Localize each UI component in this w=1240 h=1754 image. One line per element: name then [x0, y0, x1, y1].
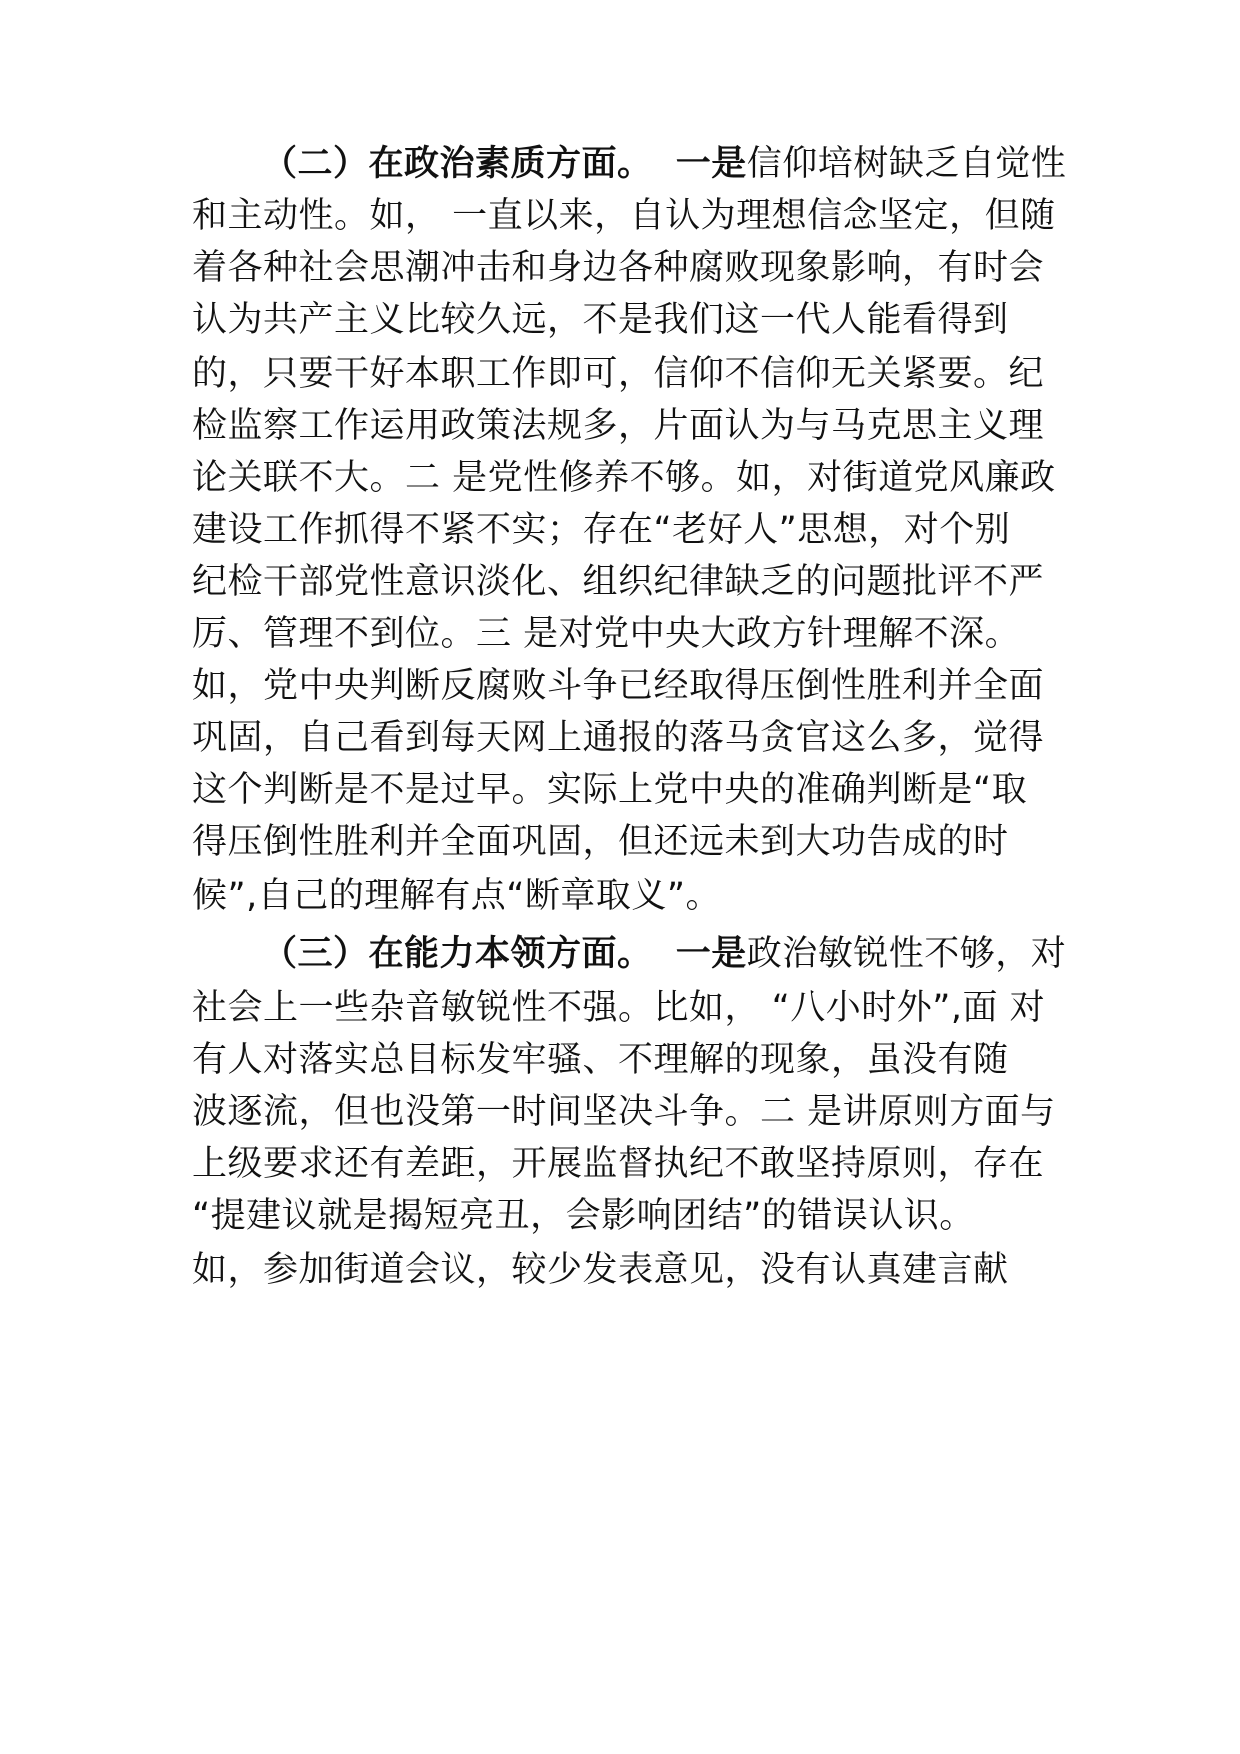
section-3-heading: （三）在能力本领方面。 — [262, 934, 653, 974]
section-2-line-10: 如，党中央判断反腐败斗争已经取得压倒性胜利并全面 — [192, 666, 1045, 706]
section-3-first-line — [262, 932, 1067, 976]
section-3-line-0: 政治敏锐性不够，对 — [746, 934, 1067, 974]
section-2-line-1: 和主动性。如， 一直以来，自认为理想信念坚定，但随 — [192, 196, 1056, 236]
section-2-line-14: 候”,自己的理解有点“断章取义”。 — [192, 876, 722, 916]
section-3-line-1: 社会上一些杂音敏锐性不强。比如， “八小时外”,面 对 — [192, 988, 1046, 1028]
section-2-first-line — [262, 142, 1067, 186]
section-2-marker: 一是 — [675, 144, 747, 184]
section-2-line-3: 认为共产主义比较久远，不是我们这一代人能看得到 — [192, 300, 1009, 340]
section-2-line-8: 纪检干部党性意识淡化、组织纪律缺乏的问题批评不严 — [192, 562, 1045, 602]
section-3-line-2: 有人对落实总目标发牢骚、不理解的现象，虽没有随 — [192, 1040, 1009, 1080]
section-2-line-6: 论关联不大。二 是党性修养不够。如，对街道党风廉政 — [192, 458, 1056, 498]
section-2-line-4: 的，只要干好本职工作即可，信仰不信仰无关紧要。纪 — [192, 354, 1045, 394]
section-2-line-13: 得压倒性胜利并全面巩固，但还远未到大功告成的时 — [192, 822, 1009, 862]
section-2-line-2: 着各种社会思潮冲击和身边各种腐败现象影响，有时会 — [192, 248, 1045, 288]
section-2-heading: （二）在政治素质方面。 — [262, 144, 653, 184]
section-3-line-3: 波逐流，但也没第一时间坚决斗争。二 是讲原则方面与 — [192, 1092, 1056, 1132]
section-3-line-6: 如，参加街道会议，较少发表意见，没有认真建言献 — [192, 1250, 1009, 1290]
section-2-line-11: 巩固，自己看到每天网上通报的落马贪官这么多，觉得 — [192, 718, 1045, 758]
section-2-line-0: 信仰培树缺乏自觉性 — [746, 144, 1067, 184]
section-2-line-5: 检监察工作运用政策法规多，片面认为与马克思主义理 — [192, 406, 1045, 446]
section-3-line-4: 上级要求还有差距，开展监督执纪不敢坚持原则，存在 — [192, 1144, 1045, 1184]
section-2-line-9: 厉、管理不到位。三 是对党中央大政方针理解不深。 — [192, 614, 1021, 654]
section-2-line-12: 这个判断是不是过早。实际上党中央的准确判断是“取 — [192, 770, 1028, 810]
section-3-line-5: “提建议就是揭短亮丑，会影响团结”的错误认识。 — [192, 1196, 975, 1236]
section-3-marker: 一是 — [675, 934, 747, 974]
section-2-line-7: 建设工作抓得不紧不实；存在“老好人”思想，对个别 — [192, 510, 1011, 550]
